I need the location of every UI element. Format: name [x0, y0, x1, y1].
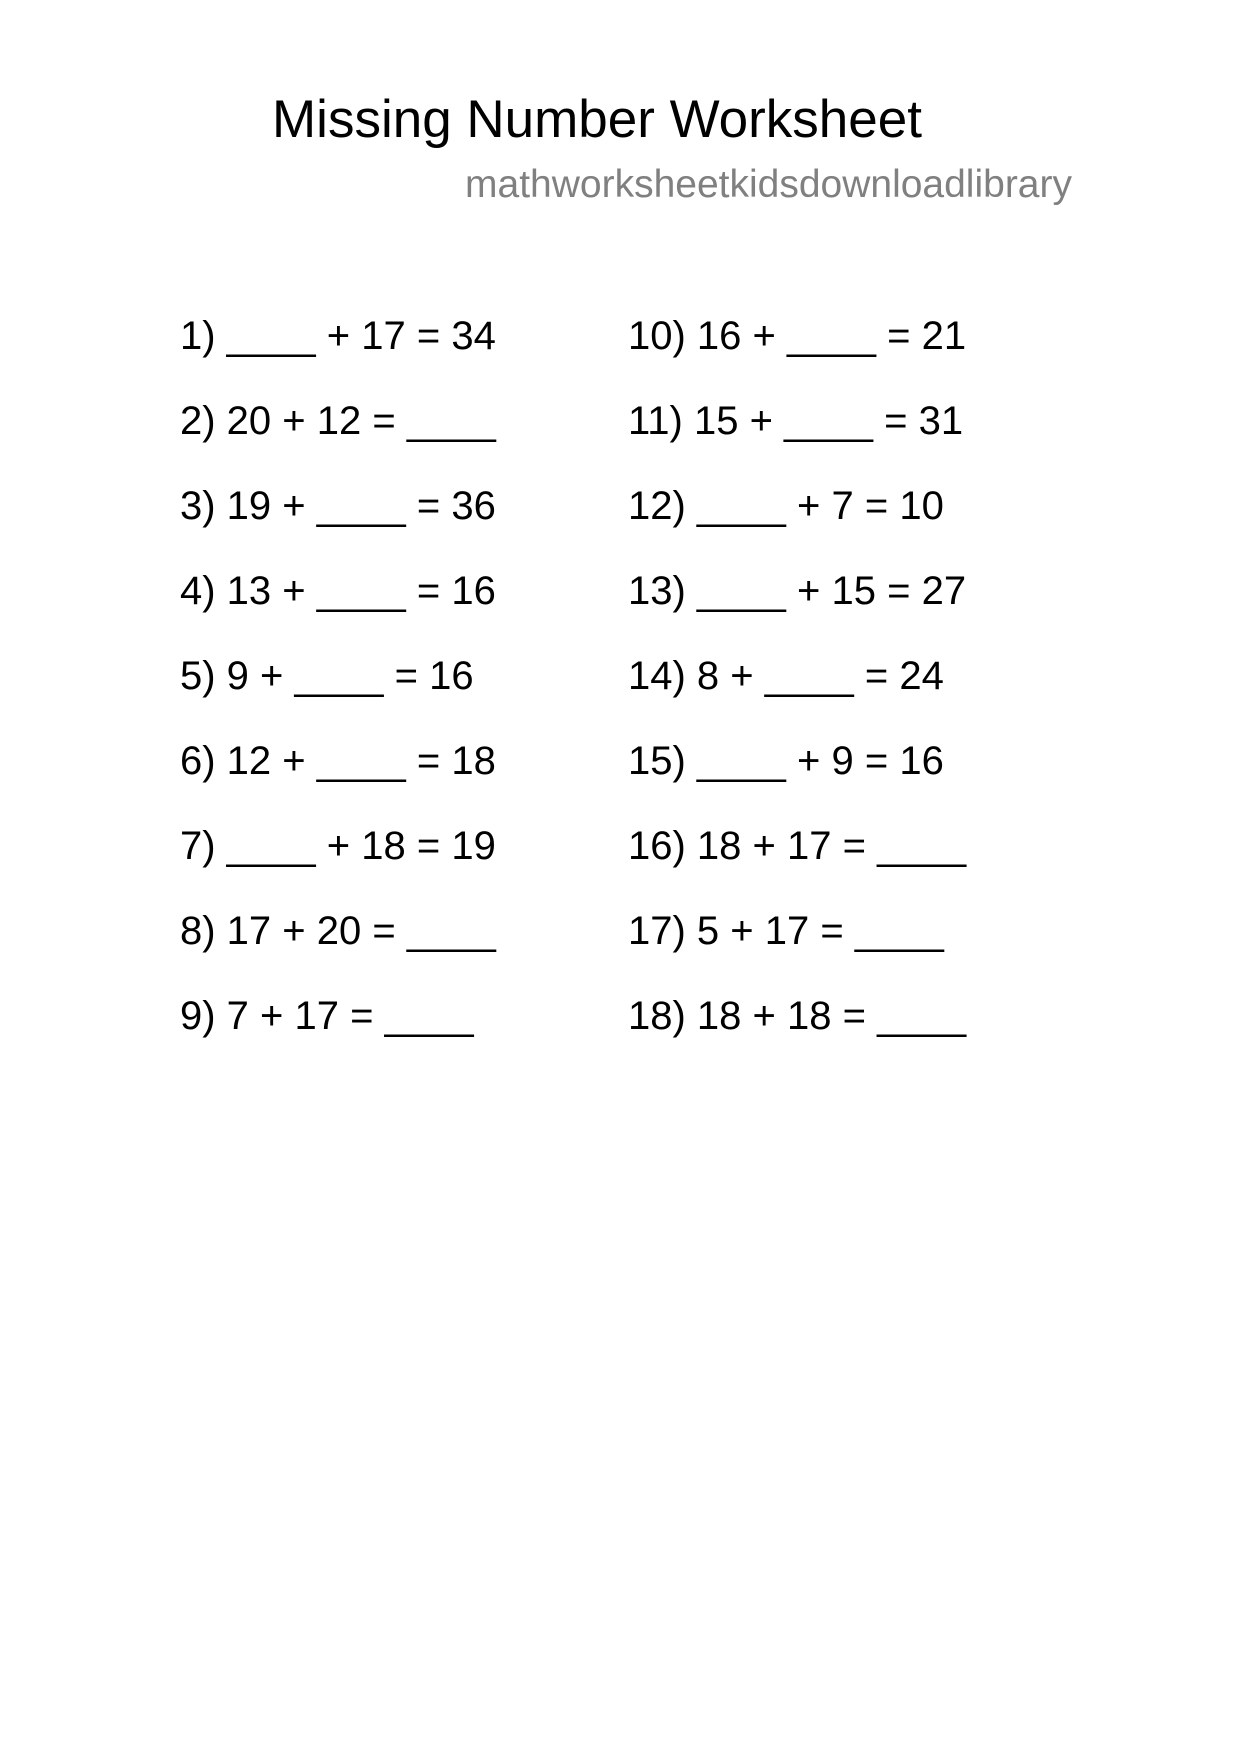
- problem-17: 17) 5 + 17 = ____: [628, 909, 944, 953]
- problem-13: 13) ____ + 15 = 27: [628, 569, 967, 613]
- problem-10: 10) 16 + ____ = 21: [628, 314, 967, 358]
- problem-11: 11) 15 + ____ = 31: [628, 399, 964, 443]
- problem-16: 16) 18 + 17 = ____: [628, 824, 967, 868]
- problem-3: 3) 19 + ____ = 36: [180, 484, 496, 528]
- problems-right-column: [628, 310, 966, 1075]
- problem-6: 6) 12 + ____ = 18: [180, 739, 496, 783]
- problem-7: 7) ____ + 18 = 19: [180, 824, 496, 868]
- problem-1: 1) ____ + 17 = 34: [180, 314, 496, 358]
- problem-18: 18) 18 + 18 = ____: [628, 994, 967, 1038]
- problem-15: 15) ____ + 9 = 16: [628, 739, 944, 783]
- problem-12: 12) ____ + 7 = 10: [628, 484, 944, 528]
- problem-2: 2) 20 + 12 = ____: [180, 399, 496, 443]
- problem-5: 5) 9 + ____ = 16: [180, 654, 474, 698]
- worksheet-subtitle: mathworksheetkidsdownloadlibrary: [465, 163, 1072, 206]
- worksheet-title: Missing Number Worksheet: [272, 90, 922, 149]
- problems-left-column: [180, 310, 496, 1075]
- problem-14: 14) 8 + ____ = 24: [628, 654, 944, 698]
- problem-8: 8) 17 + 20 = ____: [180, 909, 496, 953]
- problem-9: 9) 7 + 17 = ____: [180, 994, 474, 1038]
- problem-4: 4) 13 + ____ = 16: [180, 569, 496, 613]
